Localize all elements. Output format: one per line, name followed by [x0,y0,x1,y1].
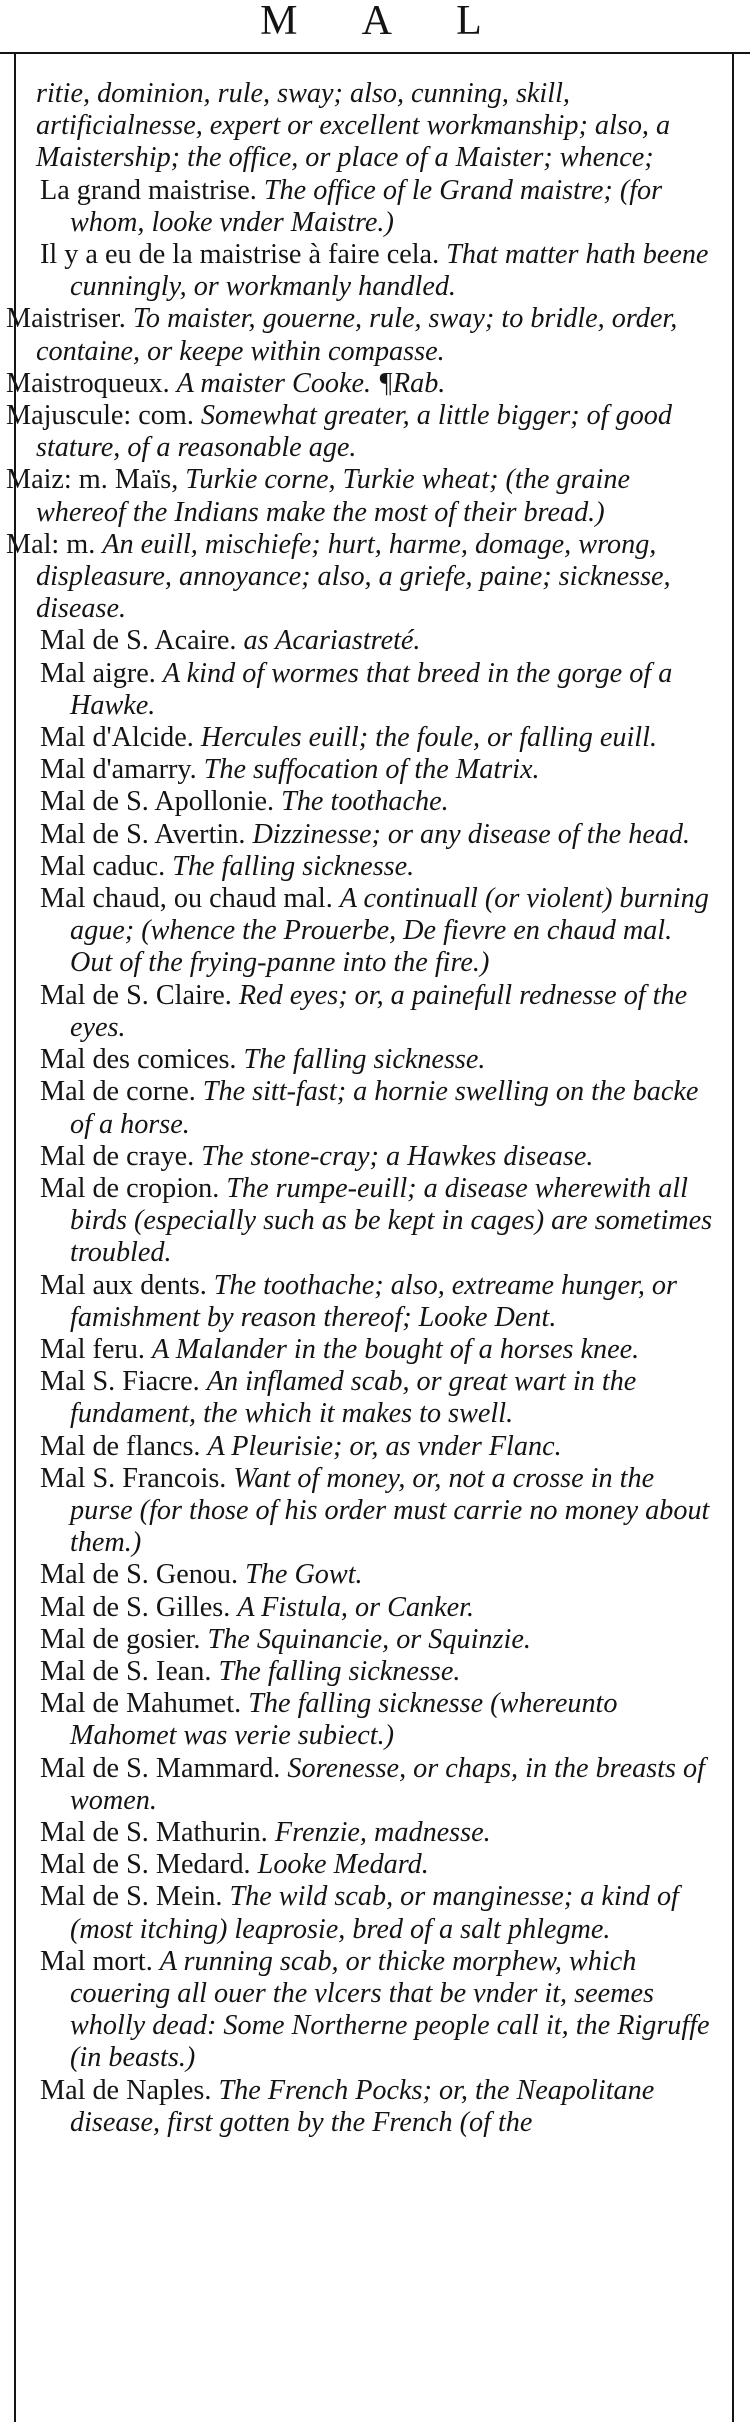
dictionary-entry [6,1141,718,1173]
dictionary-entry [6,1881,718,1945]
entry-headword: Mal de flancs. [40,1430,201,1462]
entry-definition: To maister, gouerne, rule, sway; to bridle, order, containe, or keepe within compasse. [36,303,678,367]
entry-headword: Maiz: m. Maïs, [6,464,179,496]
entry-headword: Mal de Naples. [40,2074,212,2106]
entry-headword: Mal de S. Gilles. [40,1591,231,1623]
entry-definition: Red eyes; or, a painefull rednesse of the eyes. [70,979,688,1043]
entry-definition: The sitt-fast; a hornie swelling on the backe of a horse. [70,1076,699,1140]
entry-headword: Mal d'amarry. [40,754,197,786]
dictionary-entry [6,1463,718,1560]
entry-headword: Maistroqueux. [6,367,170,399]
dictionary-entry [6,851,718,883]
dictionary-entry [6,754,718,786]
dictionary-entry [6,625,718,657]
dictionary-entry [6,1044,718,1076]
entry-definition: An inflamed scab, or great wart in the fundament, the which it makes to swell. [70,1366,637,1430]
entry-definition: A Pleurisie; or, as vnder Flanc. [207,1430,562,1462]
entry-headword: Mal mort. [40,1945,153,1977]
entry-definition: The toothache. [281,786,449,818]
entry-headword: Mal de S. Acaire. [40,625,237,657]
dictionary-entry [6,883,718,980]
entries-column [6,78,718,2139]
dictionary-entry [6,819,718,851]
dictionary-entry [6,786,718,818]
dictionary-entry [6,1624,718,1656]
dictionary-entry [6,2075,718,2139]
dictionary-entry [6,658,718,722]
entry-definition: Dizzinesse; or any disease of the head. [252,818,691,850]
entry-headword: Mal caduc. [40,850,166,882]
right-margin-rule [732,54,734,2422]
dictionary-entry [6,1270,718,1334]
dictionary-entry [6,1431,718,1463]
entry-definition: A maister Cooke. ¶Rab. [176,367,446,399]
entry-definition: A kind of wormes that breed in the gorge of a Hawke. [70,657,673,721]
dictionary-entry [6,175,718,239]
entry-headword: Mal: m. [6,528,96,560]
entry-definition: That matter hath beene cunningly, or workmanly handled. [70,239,709,303]
entry-definition: Want of money, or, not a crosse in the purse (for those of his order must carrie no money about them.) [70,1462,710,1559]
entry-definition: A Malander in the bought of a horses knee. [151,1333,640,1365]
dictionary-entry [6,529,718,626]
entry-definition: The falling sicknesse. [218,1655,461,1687]
entry-definition: An euill, mischiefe; hurt, harme, domage, wrong, displeasure, annoyance; also, a griefe, paine; sicknesse, disease. [36,528,671,625]
entry-definition: A running scab, or thicke morphew, which couering all ouer the vlcers that be vnder it, seemes wholly dead: Some Northerne people call it, the Rigruffe (in beasts.) [70,1945,710,2074]
entry-headword: Mal S. Fiacre. [40,1366,200,1398]
entry-headword: Mal de gosier. [40,1623,201,1655]
dictionary-entry [6,1559,718,1591]
entry-headword: Mal aigre. [40,657,156,689]
entry-headword: Mal de S. Iean. [40,1655,212,1687]
entry-definition: Frenzie, madnesse. [274,1816,491,1848]
entry-headword: Mal de S. Claire. [40,979,232,1011]
page-header: M A L [260,0,510,44]
entry-definition: A continuall (or violent) burning ague; (whence the Prouerbe, De fievre en chaud mal. Out of the frying-panne into the fire.) [70,883,709,979]
entry-definition: as Acariastreté. [243,625,421,657]
dictionary-entry [6,1366,718,1430]
entry-headword: Il y a eu de la maistrise à faire cela. [40,239,440,271]
entry-definition: The wild scab, or manginesse; a kind of (most itching) leaprosie, bred of a salt phlegme. [70,1881,679,1945]
dictionary-entry [6,722,718,754]
entry-definition: The falling sicknesse. [172,850,415,882]
entry-headword: Mal de S. Medard. [40,1849,251,1881]
entry-definition: The falling sicknesse. [243,1044,486,1076]
dictionary-entry [6,368,718,400]
entry-headword: Mal de Mahumet. [40,1688,242,1720]
dictionary-entry [6,1946,718,2075]
entry-definition: The Gowt. [245,1559,363,1591]
dictionary-entry [6,239,718,303]
entry-headword: Mal S. Francois. [40,1462,227,1494]
entry-definition: The falling sicknesse (whereunto Mahomet was verie subiect.) [70,1688,618,1752]
entry-definition: Hercules euill; the foule, or falling euill. [200,722,657,754]
entry-headword: Mal de S. Avertin. [40,818,246,850]
dictionary-entry [6,303,718,367]
entry-headword: Mal feru. [40,1333,145,1365]
dictionary-entry [6,1173,718,1270]
entry-definition: A Fistula, or Canker. [237,1591,475,1623]
entry-definition: The suffocation of the Matrix. [203,754,540,786]
entry-definition: Somewhat greater, a little bigger; of good stature, of a reasonable age. [36,400,672,464]
entry-headword: Mal de S. Genou. [40,1559,239,1591]
entry-definition: ritie, dominion, rule, sway; also, cunning, skill, artificialnesse, expert or excellent workmanship; also, a Maistership; the office, or place of a Maister; whence; [36,78,671,174]
entry-headword: Mal d'Alcide. [40,722,194,754]
entry-headword: Mal aux dents. [40,1269,207,1301]
dictionary-entry [6,1076,718,1140]
dictionary-entry [6,1688,718,1752]
dictionary-entry [6,464,718,528]
entry-headword: Mal de S. Mathurin. [40,1816,268,1848]
top-rule [0,52,750,54]
entry-definition: Sorenesse, or chaps, in the breasts of women. [70,1752,705,1816]
entry-definition: Looke Medard. [257,1849,429,1881]
dictionary-entry [6,1753,718,1817]
dictionary-entry [6,1849,718,1881]
entry-headword: Majuscule: com. [6,400,194,432]
dictionary-entry [6,1592,718,1624]
dictionary-entry [6,400,718,464]
entry-headword: Maistriser. [6,303,126,335]
entry-definition: The stone-cray; a Hawkes disease. [201,1140,594,1172]
entry-headword: Mal de corne. [40,1076,196,1108]
entry-headword: Mal de craye. [40,1140,195,1172]
dictionary-entry [6,1334,718,1366]
entry-definition: The Squinancie, or Squinzie. [207,1623,531,1655]
entry-headword: Mal de S. Mammard. [40,1752,281,1784]
entry-definition: The French Pocks; or, the Neapolitane disease, first gotten by the French (of the [70,2074,655,2138]
dictionary-entry [6,1656,718,1688]
entry-headword: La grand maistrise. [40,174,257,206]
entry-definition: Turkie corne, Turkie wheat; (the graine whereof the Indians make the most of their bread.) [36,464,630,528]
entry-definition: The toothache; also, extreame hunger, or famishment by reason thereof; Looke Dent. [70,1269,677,1333]
dictionary-entry [6,980,718,1044]
entry-definition: The office of le Grand maistre; (for whom, looke vnder Maistre.) [70,174,663,238]
entry-definition: The rumpe-euill; a disease wherewith all birds (especially such as be kept in cages) are sometimes troubled. [70,1172,713,1269]
entry-headword: Mal de S. Mein. [40,1881,223,1913]
dictionary-entry [6,1817,718,1849]
entry-headword: Mal des comices. [40,1044,237,1076]
dictionary-entry [6,78,718,175]
entry-headword: Mal de S. Apollonie. [40,786,275,818]
entry-headword: Mal chaud, ou chaud mal. [40,883,333,915]
entry-headword: Mal de cropion. [40,1172,220,1204]
